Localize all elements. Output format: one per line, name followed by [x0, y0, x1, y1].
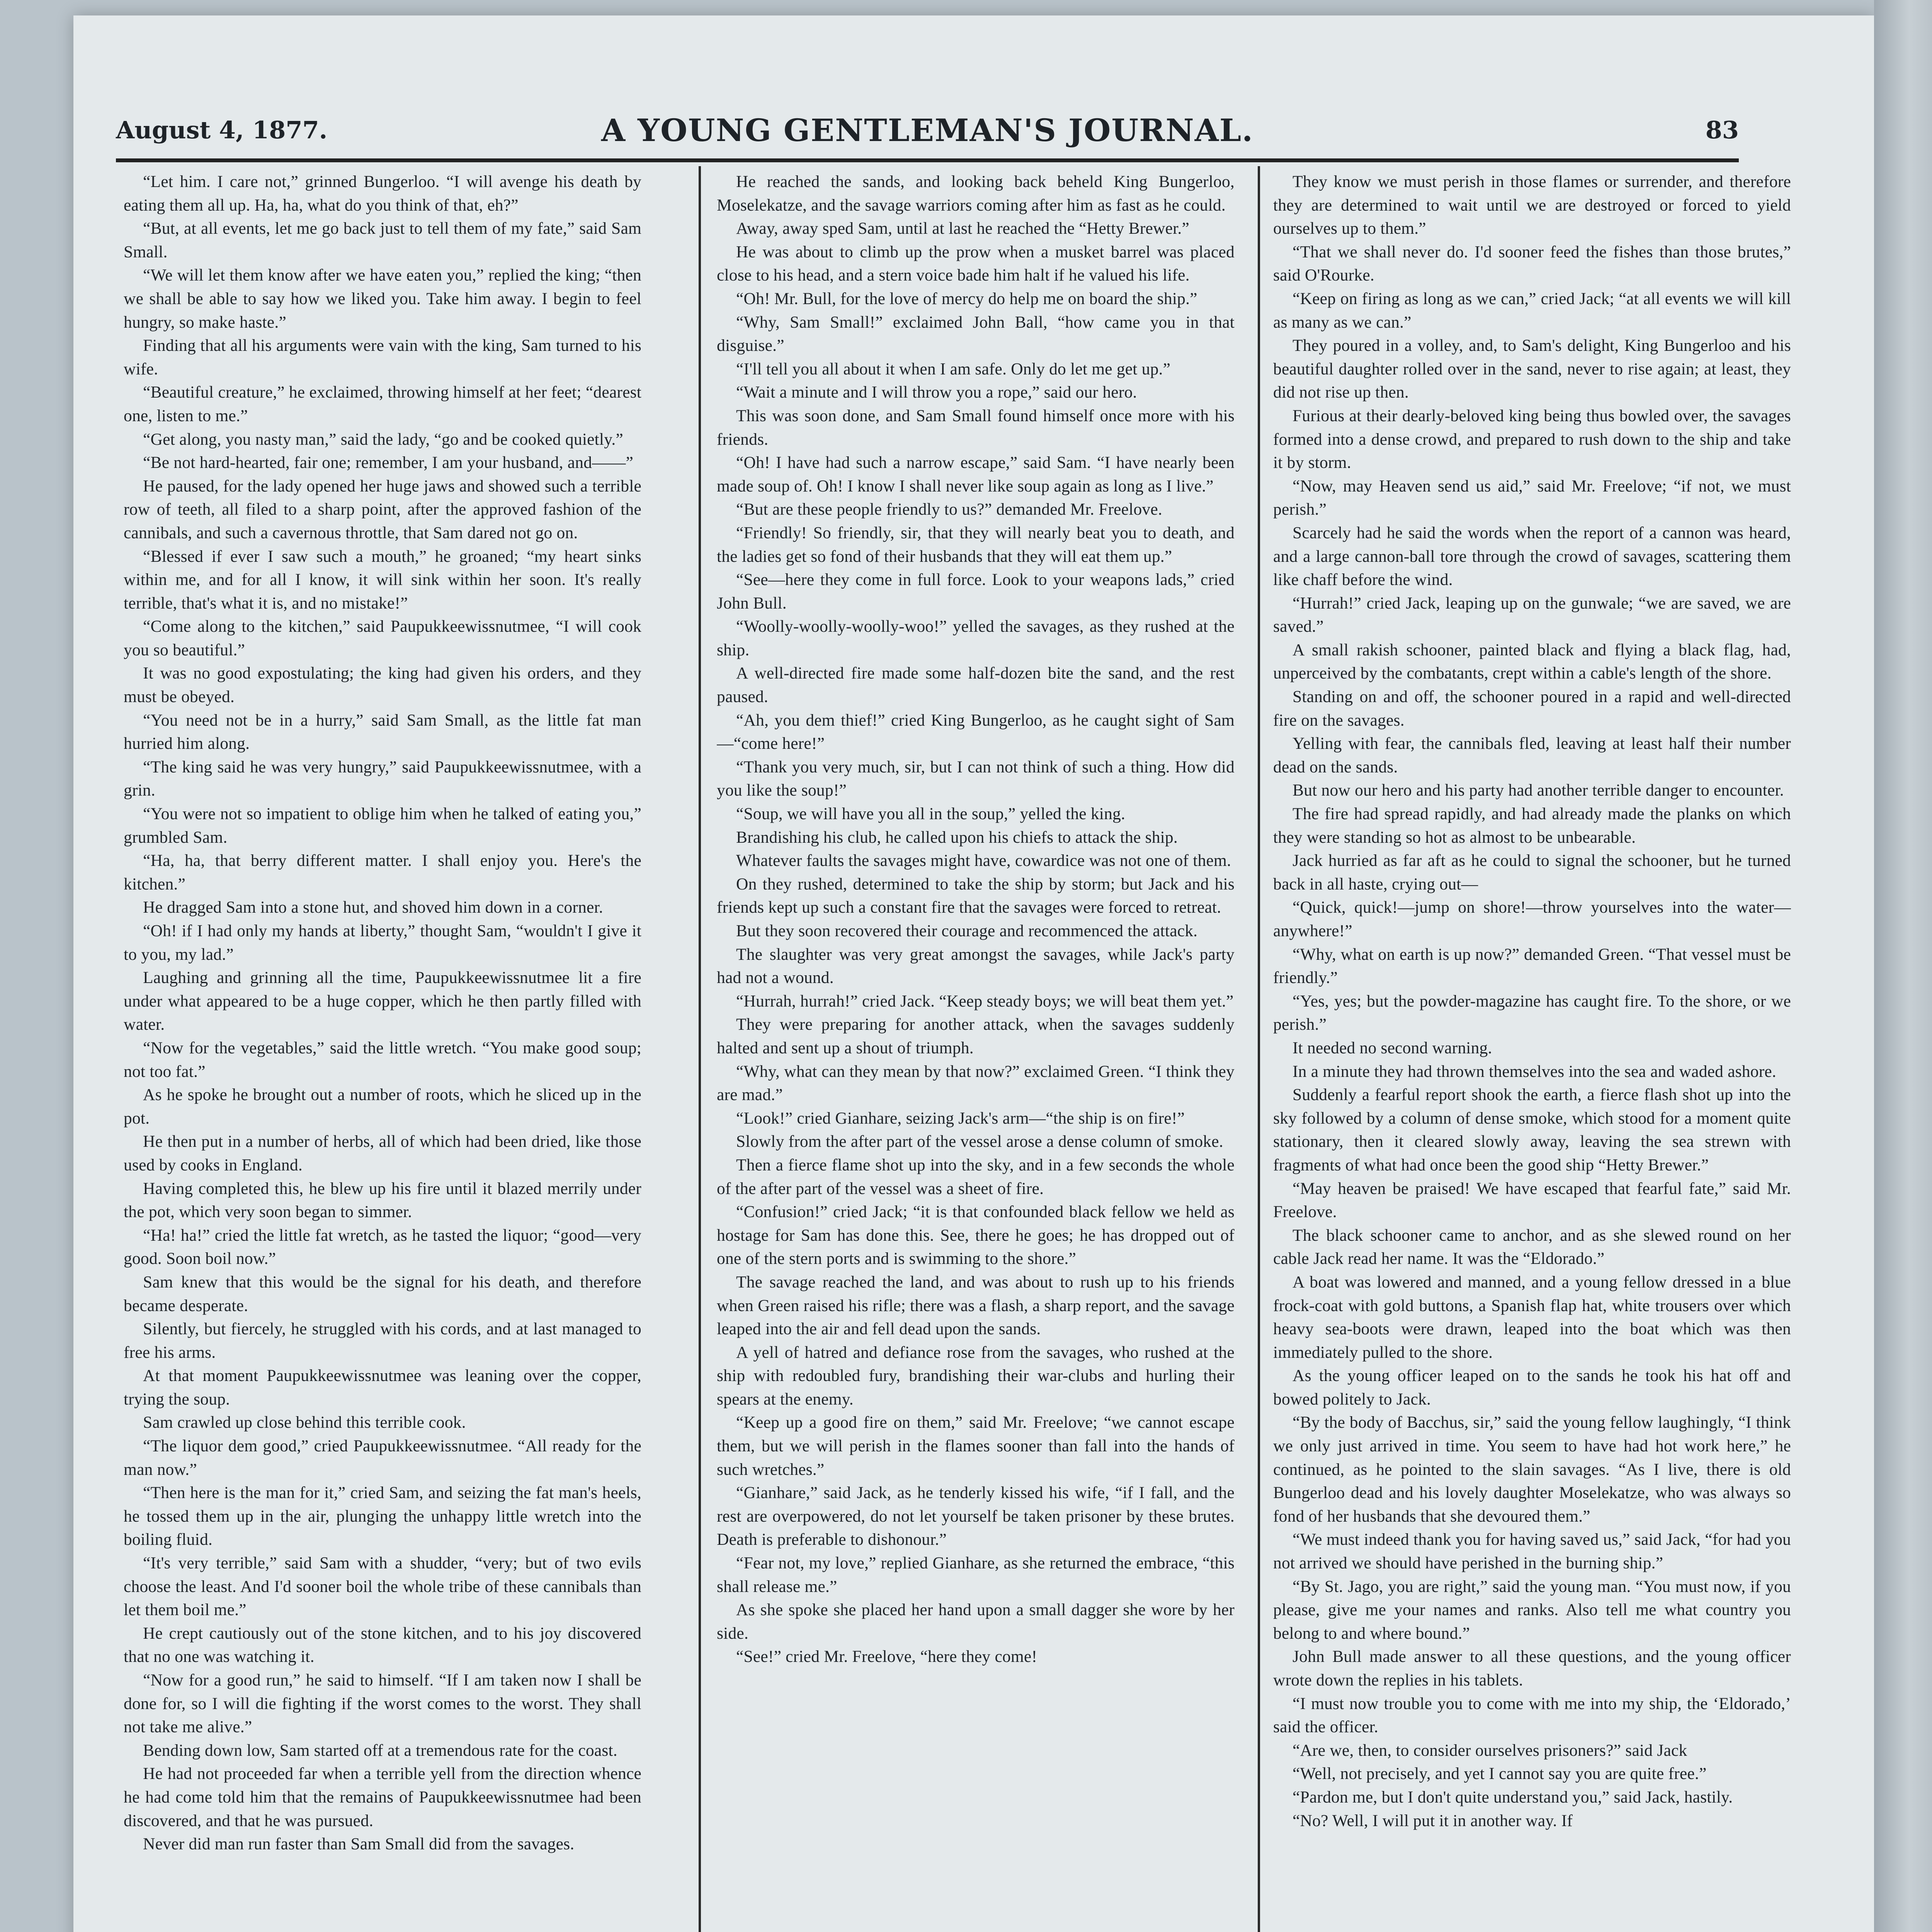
paragraph: “Keep up a good fire on them,” said Mr. Freelove; “we cannot escape them, but we will perish in the flames sooner than fall into the hands of such wretches.”: [717, 1413, 1235, 1479]
paragraph: As the young officer leaped on to the sands he took his hat off and bowed politely to Jack.: [1273, 1366, 1791, 1408]
paragraph: “Oh! Mr. Bull, for the love of mercy do help me on board the ship.”: [736, 289, 1197, 308]
binding-edge: [1874, 0, 1932, 1932]
paragraph: Brandishing his club, he called upon his chiefs to attack the ship.: [736, 828, 1178, 847]
paragraph: The savage reached the land, and was about to rush up to his friends when Green raised his rifle; there was a flash, a sharp report, and the savage leaped into the air and fell dead upon the sands.: [717, 1272, 1235, 1338]
paragraph: But they soon recovered their courage and recommenced the attack.: [736, 922, 1198, 940]
paragraph: He crept cautiously out of the stone kitchen, and to his joy discovered that no one was watching it.: [124, 1624, 641, 1666]
paragraph: “By the body of Bacchus, sir,” said the young fellow laughingly, “I think we only just arrived in time. You seem to have had hot work here,” he continued, as he pointed to the slain savages. “As I live, there is old Bungerloo dead and his lovely daughter Moselekatze, who was always so fond of her husbands that she devoured them.”: [1273, 1413, 1791, 1526]
paragraph: He then put in a number of herbs, all of which had been dried, like those used by cooks in England.: [124, 1132, 641, 1174]
paragraph: A boat was lowered and manned, and a young fellow dressed in a blue frock-coat with gold buttons, a Spanish flap hat, white trousers over which heavy sea-boots were drawn, leaped into the boat which was then immediately pulled to the shore.: [1273, 1272, 1791, 1362]
paragraph: Jack hurried as far aft as he could to signal the schooner, but he turned back in all haste, crying out—: [1273, 851, 1791, 893]
column-divider: [699, 166, 701, 1932]
paragraph: “Why, what can they mean by that now?” exclaimed Green. “I think they are mad.”: [717, 1062, 1235, 1104]
paragraph: “Now for the vegetables,” said the little wretch. “You make good soup; not too fat.”: [124, 1038, 641, 1081]
paragraph: “See—here they come in full force. Look to your weapons lads,” cried John Bull.: [717, 570, 1235, 612]
header-rule: [116, 158, 1739, 162]
paragraph: He paused, for the lady opened her huge jaws and showed such a terrible row of teeth, all filed to a sharp point, after the approved fashion of the cannibals, and such a cavernous throttle, that Sam dared not go on.: [124, 476, 641, 542]
column-divider: [1258, 166, 1260, 1932]
paragraph: “Ah, you dem thief!” cried King Bungerloo, as he caught sight of Sam—“come here!”: [717, 711, 1235, 753]
paragraph: “Get along, you nasty man,” said the lady, “go and be cooked quietly.”: [143, 430, 623, 449]
paragraph: “Yes, yes; but the powder-magazine has caught fire. To the shore, or we perish.”: [1273, 992, 1791, 1034]
paragraph: Suddenly a fearful report shook the earth, a fierce flash shot up into the sky followed by a column of dense smoke, which stood for a moment quite stationary, then it cleared slowly away, leaving the sea strewn with fragments of what had once been the good ship “Hetty Brewer.”: [1273, 1085, 1791, 1174]
text-column-2: [717, 170, 1235, 1932]
paragraph: “See!” cried Mr. Freelove, “here they come!: [736, 1647, 1037, 1666]
paragraph: They poured in a volley, and, to Sam's delight, King Bungerloo and his beautiful daughter rolled over in the sand, never to rise again; at least, they did not rise up then.: [1273, 336, 1791, 402]
paragraph: “The liquor dem good,” cried Paupukkeewissnutmee. “All ready for the man now.”: [124, 1437, 641, 1479]
paragraph: “Beautiful creature,” he exclaimed, throwing himself at her feet; “dearest one, listen to me.”: [124, 383, 641, 425]
journal-title: A YOUNG GENTLEMAN'S JOURNAL.: [601, 112, 1253, 148]
paragraph: He was about to climb up the prow when a musket barrel was placed close to his head, and a stern voice bade him halt if he valued his life.: [717, 242, 1235, 285]
paragraph: “Fear not, my love,” replied Gianhare, as she returned the embrace, “this shall release me.”: [717, 1554, 1235, 1596]
paragraph: Away, away sped Sam, until at last he reached the “Hetty Brewer.”: [736, 219, 1190, 238]
paragraph: “Come along to the kitchen,” said Paupukkeewissnutmee, “I will cook you so beautiful.”: [124, 617, 641, 659]
paragraph: “Are we, then, to consider ourselves prisoners?” said Jack: [1293, 1741, 1687, 1760]
paragraph: “Gianhare,” said Jack, as he tenderly kissed his wife, “if I fall, and the rest are overpowered, do not let yourself be taken prisoner by these brutes. Death is preferable to dishonour.”: [717, 1483, 1235, 1549]
paragraph: “Oh! if I had only my hands at liberty,” thought Sam, “wouldn't I give it to you, my lad.”: [124, 922, 641, 964]
paragraph: “Thank you very much, sir, but I can not think of such a thing. How did you like the soup!”: [717, 757, 1235, 800]
paragraph: Then a fierce flame shot up into the sky, and in a few seconds the whole of the after part of the vessel was a sheet of fire.: [717, 1155, 1235, 1198]
paragraph: As she spoke she placed her hand upon a small dagger she wore by her side.: [717, 1600, 1235, 1643]
paragraph: Whatever faults the savages might have, cowardice was not one of them.: [736, 851, 1231, 870]
paragraph: It needed no second warning.: [1293, 1038, 1492, 1057]
paragraph: He reached the sands, and looking back beheld King Bungerloo, Moselekatze, and the savage warriors coming after him as fast as he could.: [717, 172, 1235, 214]
paragraph: This was soon done, and Sam Small found himself once more with his friends.: [717, 406, 1235, 449]
paragraph: “You need not be in a hurry,” said Sam Small, as the little fat man hurried him along.: [124, 711, 641, 753]
paragraph: Silently, but fiercely, he struggled with his cords, and at last managed to free his arms.: [124, 1320, 641, 1362]
paragraph: “Look!” cried Gianhare, seizing Jack's arm—“the ship is on fire!”: [736, 1109, 1185, 1128]
paragraph: “Oh! I have had such a narrow escape,” said Sam. “I have nearly been made soup of. Oh! I know I shall never like soup again as long as I live.”: [717, 453, 1235, 495]
paragraph: But now our hero and his party had another terrible danger to encounter.: [1293, 781, 1784, 800]
paragraph: “We will let them know after we have eaten you,” replied the king; “then we shall be able to say how we liked you. Take him away. I begin to feel hungry, so make haste.”: [124, 266, 641, 332]
paragraph: The fire had spread rapidly, and had already made the planks on which they were standing so hot as almost to be unbearable.: [1273, 804, 1791, 847]
paragraph: “Quick, quick!—jump on shore!—throw yourselves into the water—anywhere!”: [1273, 898, 1791, 940]
paragraph: “Blessed if ever I saw such a mouth,” he groaned; “my heart sinks within me, and for all I know, it will sink within her soon. It's really terrible, that's what it is, and no mistake!”: [124, 547, 641, 612]
paragraph: Standing on and off, the schooner poured in a rapid and well-directed fire on the savages.: [1273, 687, 1791, 730]
paragraph: In a minute they had thrown themselves into the sea and waded ashore.: [1293, 1062, 1776, 1081]
paragraph: “Well, not precisely, and yet I cannot say you are quite free.”: [1293, 1764, 1707, 1783]
paragraph: “Let him. I care not,” grinned Bungerloo. “I will avenge his death by eating them all up. Ha, ha, what do you think of that, eh?”: [124, 172, 641, 214]
paragraph: “It's very terrible,” said Sam with a shudder, “very; but of two evils choose the least. And I'd sooner boil the whole tribe of these cannibals than let them boil me.”: [124, 1554, 641, 1619]
paragraph: “Wait a minute and I will throw you a rope,” said our hero.: [736, 383, 1137, 402]
paragraph: “May heaven be praised! We have escaped that fearful fate,” said Mr. Freelove.: [1273, 1179, 1791, 1221]
paragraph: He had not proceeded far when a terrible yell from the direction whence he had come told him that the remains of Paupukkeewissnutmee had been discovered, and that he was pursued.: [124, 1764, 641, 1830]
paragraph: “By St. Jago, you are right,” said the young man. “You must now, if you please, give me your names and ranks. Also tell me what country you belong to and where bound.”: [1273, 1577, 1791, 1643]
paragraph: A small rakish schooner, painted black and flying a black flag, had, unperceived by the combatants, crept within a cable's length of the shore.: [1273, 640, 1791, 683]
text-column-1: [124, 170, 641, 1932]
paragraph: “Pardon me, but I don't quite understand you,” said Jack, hastily.: [1293, 1787, 1733, 1806]
paragraph: A well-directed fire made some half-dozen bite the sand, and the rest paused.: [717, 664, 1235, 706]
paragraph: He dragged Sam into a stone hut, and shoved him down in a corner.: [143, 898, 603, 917]
paragraph: Having completed this, he blew up his fire until it blazed merrily under the pot, which very soon began to simmer.: [124, 1179, 641, 1221]
paragraph: “Ha! ha!” cried the little fat wretch, as he tasted the liquor; “good—very good. Soon boil now.”: [124, 1226, 641, 1268]
paragraph: At that moment Paupukkeewissnutmee was leaning over the copper, trying the soup.: [124, 1366, 641, 1408]
paragraph: Slowly from the after part of the vessel arose a dense column of smoke.: [736, 1132, 1223, 1151]
paragraph: Sam knew that this would be the signal for his death, and therefore became desperate.: [124, 1272, 641, 1315]
paragraph: “Then here is the man for it,” cried Sam, and seizing the fat man's heels, he tossed them up in the air, plunging the unhappy little wretch into the boiling fluid.: [124, 1483, 641, 1549]
paragraph: “Friendly! So friendly, sir, that they will nearly beat you to death, and the ladies get so fond of their husbands that they will eat them up.”: [717, 523, 1235, 566]
paragraph: “You were not so impatient to oblige him when he talked of eating you,” grumbled Sam.: [124, 804, 641, 847]
paragraph: “Why, Sam Small!” exclaimed John Ball, “how came you in that disguise.”: [717, 313, 1235, 355]
paragraph: “The king said he was very hungry,” said Paupukkeewissnutmee, with a grin.: [124, 757, 641, 800]
paragraph: “Hurrah!” cried Jack, leaping up on the gunwale; “we are saved, we are saved.”: [1273, 594, 1791, 636]
paragraph: “No? Well, I will put it in another way. If: [1293, 1811, 1573, 1830]
paragraph: Never did man run faster than Sam Small did from the savages.: [143, 1835, 575, 1854]
paragraph: John Bull made answer to all these questions, and the young officer wrote down the replies in his tablets.: [1273, 1647, 1791, 1689]
paragraph: A yell of hatred and defiance rose from the savages, who rushed at the ship with redoubled fury, brandishing their war-clubs and hurling their spears at the enemy.: [717, 1343, 1235, 1408]
paragraph: On they rushed, determined to take the ship by storm; but Jack and his friends kept up such a constant fire that the savages were forced to retreat.: [717, 874, 1235, 917]
paragraph: “We must indeed thank you for having saved us,” said Jack, “for had you not arrived we should have perished in the burning ship.”: [1273, 1530, 1791, 1573]
paragraph: Furious at their dearly-beloved king being thus bowled over, the savages formed into a dense crowd, and prepared to rush down to the ship and take it by storm.: [1273, 406, 1791, 472]
paragraph: Bending down low, Sam started off at a tremendous rate for the coast.: [143, 1741, 617, 1760]
issue-date: August 4, 1877.: [116, 116, 328, 144]
paragraph: “Confusion!” cried Jack; “it is that confounded black fellow we held as hostage for Sam has done this. See, there he goes; he has dropped out of one of the stern ports and is swimming to the shore.”: [717, 1202, 1235, 1268]
paragraph: Laughing and grinning all the time, Paupukkeewissnutmee lit a fire under what appeared to be a huge copper, which he then partly filled with water.: [124, 968, 641, 1034]
paragraph: “Hurrah, hurrah!” cried Jack. “Keep steady boys; we will beat them yet.”: [736, 992, 1234, 1010]
paragraph: “But are these people friendly to us?” demanded Mr. Freelove.: [736, 500, 1162, 519]
paragraph: “Now, may Heaven send us aid,” said Mr. Freelove; “if not, we must perish.”: [1273, 476, 1791, 519]
paragraph: “Now for a good run,” he said to himself. “If I am taken now I shall be done for, so I will die fighting if the worst comes to the worst. They shall not take me alive.”: [124, 1671, 641, 1736]
page-header: [116, 112, 1739, 155]
paragraph: “Soup, we will have you all in the soup,” yelled the king.: [736, 804, 1126, 823]
paragraph: Sam crawled up close behind this terrible cook.: [143, 1413, 466, 1432]
paragraph: Yelling with fear, the cannibals fled, leaving at least half their number dead on the sands.: [1273, 734, 1791, 776]
paragraph: “Woolly-woolly-woolly-woo!” yelled the savages, as they rushed at the ship.: [717, 617, 1235, 659]
paragraph: They know we must perish in those flames or surrender, and therefore they are determined to wait until we are destroyed or forced to yield ourselves up to them.”: [1273, 172, 1791, 238]
paragraph: It was no good expostulating; the king had given his orders, and they must be obeyed.: [124, 664, 641, 706]
paragraph: “But, at all events, let me go back just to tell them of my fate,” said Sam Small.: [124, 219, 641, 261]
paragraph: Scarcely had he said the words when the report of a cannon was heard, and a large cannon-ball tore through the crowd of savages, scattering them like chaff before the wind.: [1273, 523, 1791, 589]
paragraph: As he spoke he brought out a number of roots, which he sliced up in the pot.: [124, 1085, 641, 1128]
text-column-3: [1273, 170, 1791, 1932]
paragraph: “That we shall never do. I'd sooner feed the fishes than those brutes,” said O'Rourke.: [1273, 242, 1791, 285]
paragraph: “I must now trouble you to come with me into my ship, the ‘Eldorado,’ said the officer.: [1273, 1694, 1791, 1736]
paragraph: “Keep on firing as long as we can,” cried Jack; “at all events we will kill as many as we can.”: [1273, 289, 1791, 332]
paragraph: “Be not hard-hearted, fair one; remember, I am your husband, and——”: [143, 453, 634, 472]
paragraph: “Ha, ha, that berry different matter. I shall enjoy you. Here's the kitchen.”: [124, 851, 641, 893]
paragraph: “I'll tell you all about it when I am safe. Only do let me get up.”: [736, 359, 1171, 378]
paragraph: They were preparing for another attack, when the savages suddenly halted and sent up a shout of triumph.: [717, 1015, 1235, 1057]
paragraph: The slaughter was very great amongst the savages, while Jack's party had not a wound.: [717, 945, 1235, 987]
paragraph: The black schooner came to anchor, and as she slewed round on her cable Jack read her name. It was the “Eldorado.”: [1273, 1226, 1791, 1268]
paragraph: “Why, what on earth is up now?” demanded Green. “That vessel must be friendly.”: [1273, 945, 1791, 987]
page-number: 83: [1705, 116, 1739, 144]
paragraph: Finding that all his arguments were vain with the king, Sam turned to his wife.: [124, 336, 641, 378]
